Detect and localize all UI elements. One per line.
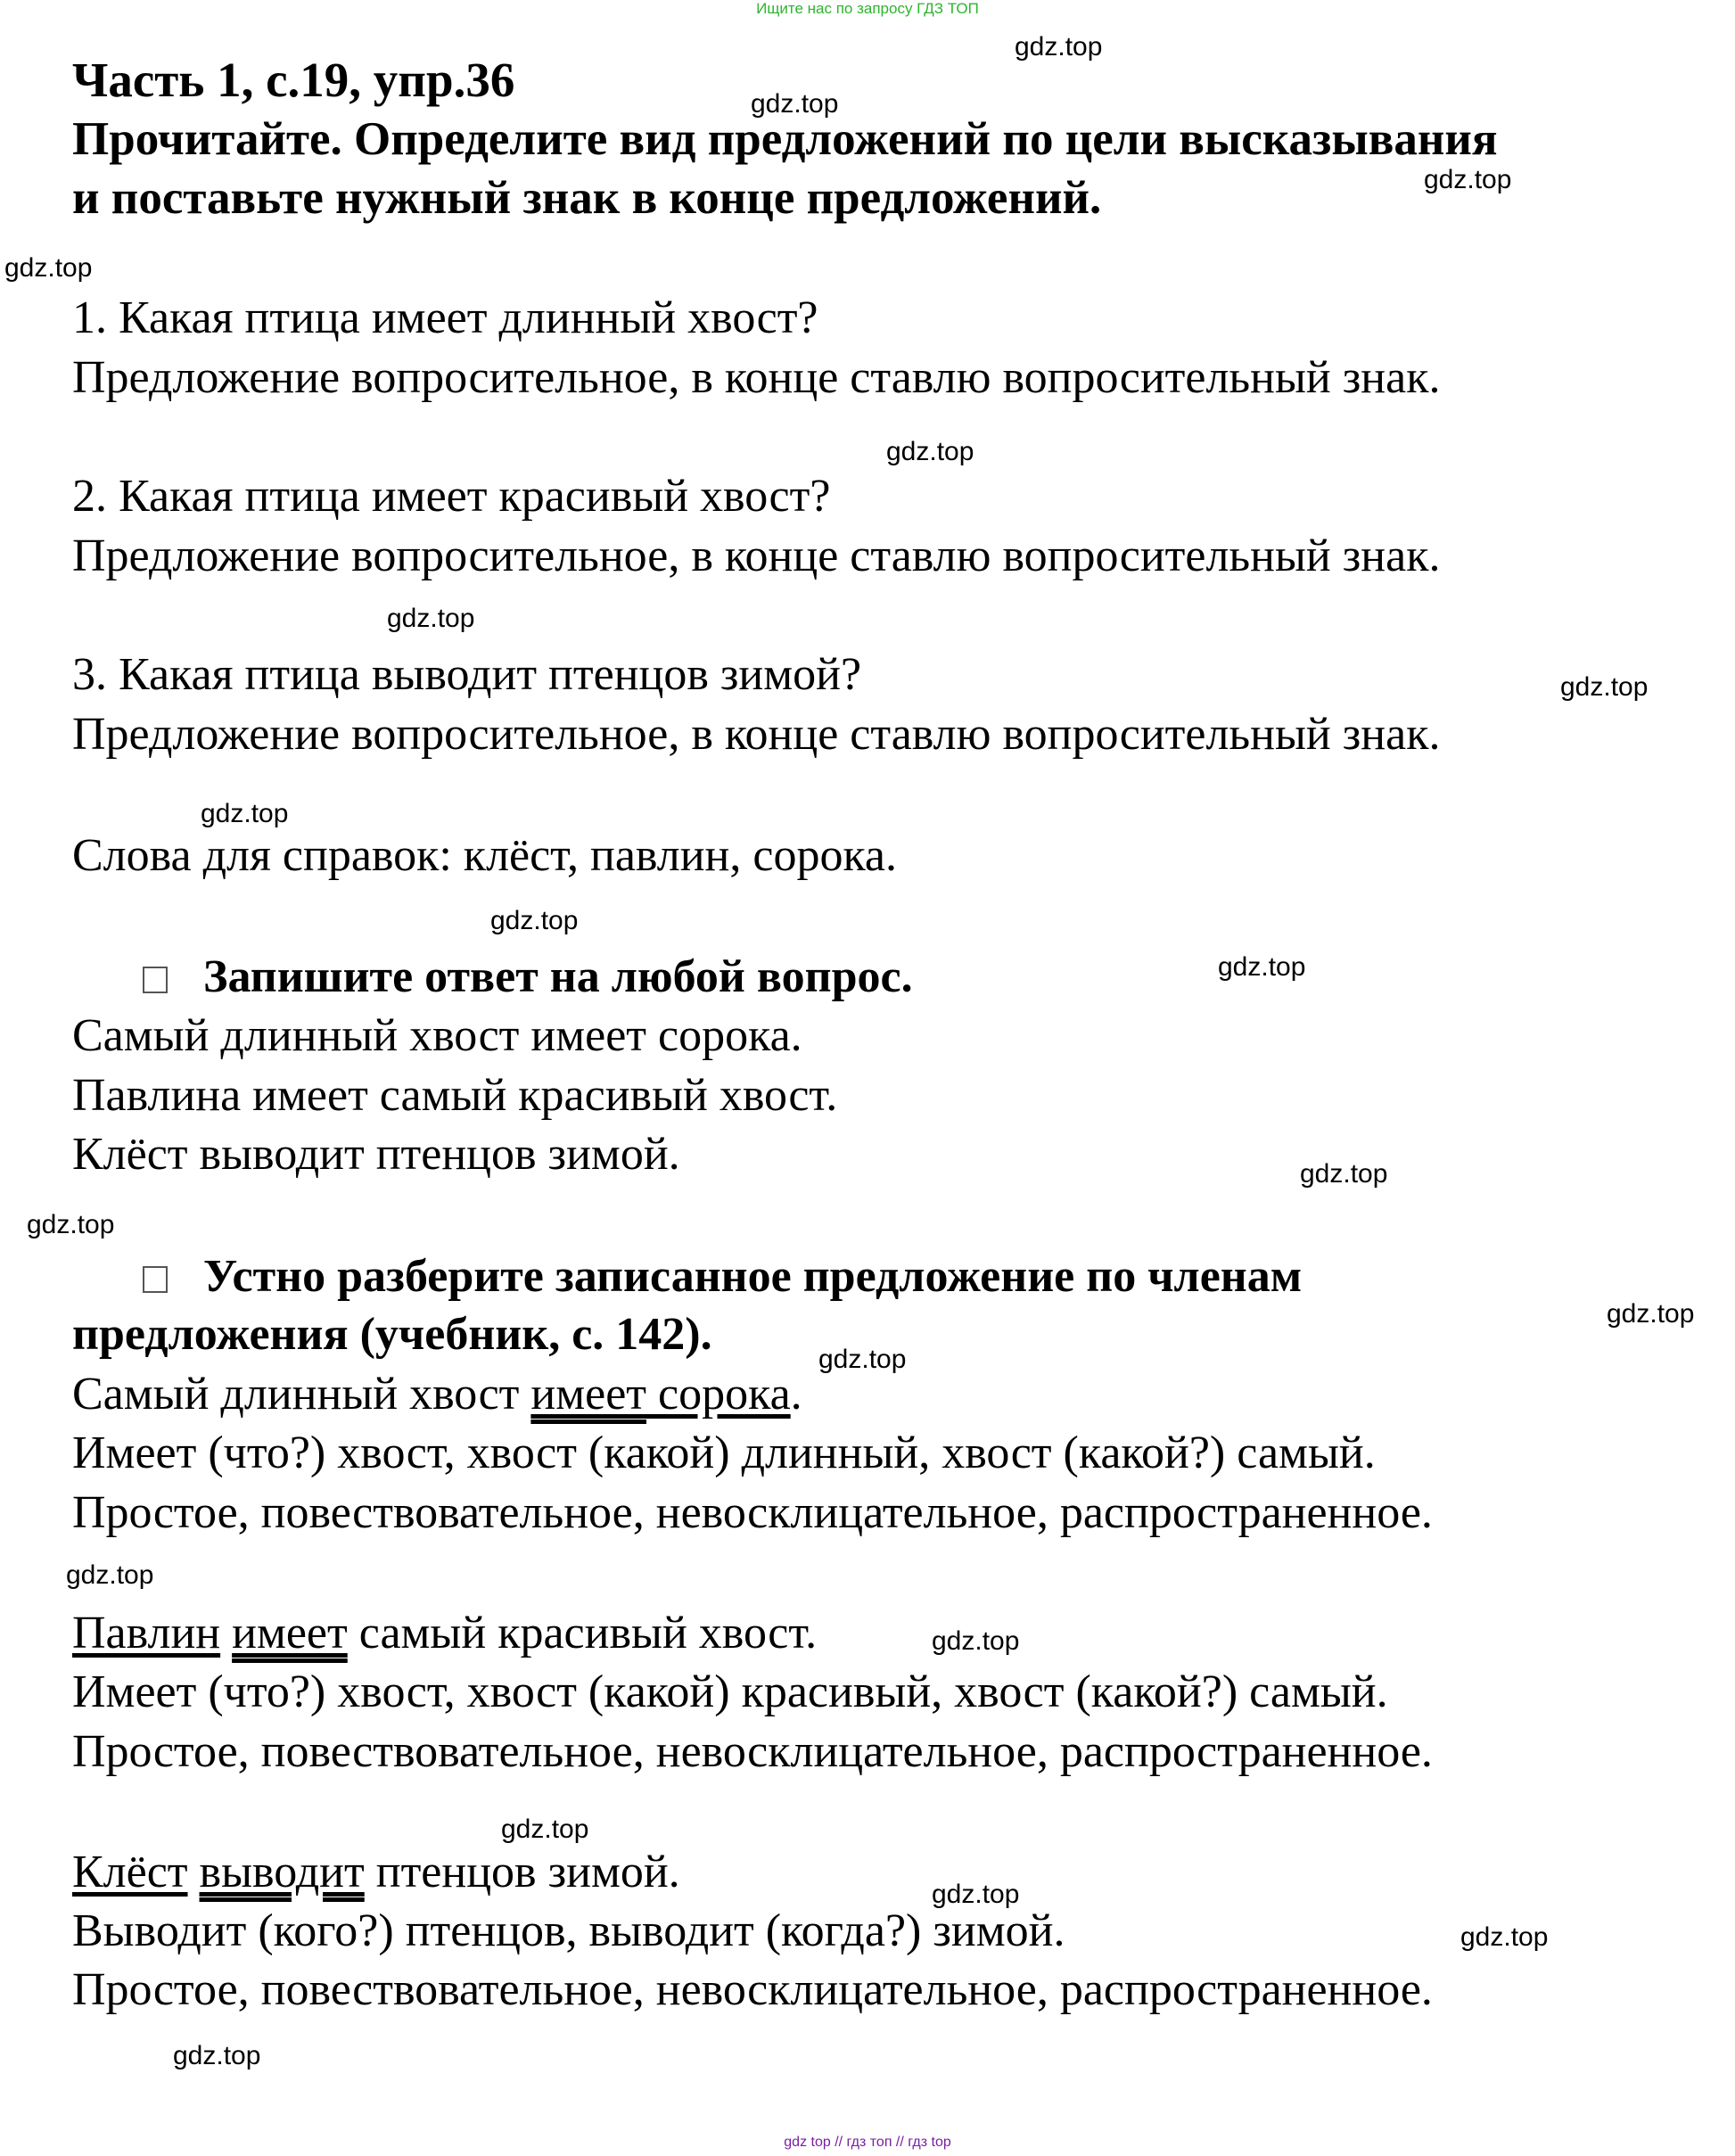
watermark: gdz.top [1460, 1922, 1549, 1952]
sentence-2-type: Простое, повествовательное, невосклицательное, распространенное. [72, 1726, 1433, 1777]
checkbox-icon [143, 967, 168, 993]
watermark: gdz.top [1607, 1299, 1695, 1329]
answer-1: Предложение вопросительное, в конце ставлю вопросительный знак. [72, 352, 1441, 403]
task2-answer-1: Самый длинный хвост имеет сорока. [72, 1010, 802, 1061]
sentence-1-post: . [790, 1369, 802, 1420]
watermark: gdz.top [751, 89, 839, 119]
watermark: gdz.top [932, 1880, 1020, 1909]
sentence-2 [72, 1605, 817, 1662]
watermark: gdz.top [1424, 165, 1512, 194]
watermark: gdz.top [818, 1345, 907, 1374]
watermark: gdz.top [501, 1814, 589, 1844]
watermark: gdz.top [932, 1626, 1020, 1656]
sentence-2-post: самый красивый хвост. [347, 1608, 818, 1658]
task2-heading [143, 949, 913, 1006]
sentence-3-post: птенцов зимой. [364, 1847, 680, 1897]
task3-heading-line-2: предложения (учебник, с. 142). [72, 1309, 712, 1360]
task3-heading-text: Устно разберите записанное предложение по членам [203, 1251, 1303, 1302]
task-instruction-line-1: Прочитайте. Определите вид предложений по цели высказывания [72, 113, 1498, 165]
answer-2: Предложение вопросительное, в конце ставлю вопросительный знак. [72, 531, 1441, 581]
page-title: Часть 1, с.19, упр.36 [72, 53, 515, 107]
sentence-2-predicate: имеет [232, 1608, 348, 1658]
sentence-1-predicate: имеет [530, 1369, 647, 1420]
footer-banner: gdz top // гдз топ // гдз top [784, 2135, 951, 2150]
watermark: gdz.top [387, 604, 475, 633]
answer-3: Предложение вопросительное, в конце ставлю вопросительный знак. [72, 709, 1441, 760]
task2-answer-2: Павлина имеет самый красивый хвост. [72, 1070, 838, 1121]
task2-heading-text: Запишите ответ на любой вопрос. [203, 951, 913, 1002]
sentence-1-pre: Самый длинный хвост [72, 1369, 531, 1420]
watermark: gdz.top [886, 437, 974, 466]
watermark: gdz.top [1300, 1159, 1388, 1189]
watermark: gdz.top [1015, 32, 1103, 62]
question-2: 2. Какая птица имеет красивый хвост? [72, 471, 831, 522]
watermark: gdz.top [490, 906, 579, 935]
watermark: gdz.top [4, 253, 93, 283]
sentence-3-subject: Клёст [72, 1847, 188, 1897]
sentence-1-subject: сорока [646, 1369, 791, 1420]
watermark: gdz.top [27, 1210, 115, 1239]
reference-words: Слова для справок: клёст, павлин, сорока. [72, 830, 898, 881]
watermark: gdz.top [66, 1560, 154, 1590]
task2-answer-3: Клёст выводит птенцов зимой. [72, 1129, 680, 1180]
sentence-2-analysis: Имеет (что?) хвост, хвост (какой) красивый, хвост (какой?) самый. [72, 1666, 1388, 1717]
checkbox-icon [143, 1266, 168, 1293]
task3-heading-line-1 [143, 1248, 1302, 1305]
watermark: gdz.top [173, 2041, 261, 2070]
sentence-1-type: Простое, повествовательное, невосклицательное, распространенное. [72, 1487, 1433, 1538]
task-instruction-line-2: и поставьте нужный знак в конце предложений. [72, 172, 1102, 224]
watermark: gdz.top [201, 799, 289, 828]
watermark: gdz.top [1560, 672, 1649, 702]
sentence-3-type: Простое, повествовательное, невосклицательное, распространенное. [72, 1964, 1433, 2015]
sentence-3-analysis: Выводит (кого?) птенцов, выводит (когда?) зимой. [72, 1905, 1065, 1956]
question-3: 3. Какая птица выводит птенцов зимой? [72, 649, 862, 700]
sentence-1-analysis: Имеет (что?) хвост, хвост (какой) длинный, хвост (какой?) самый. [72, 1428, 1376, 1478]
question-1: 1. Какая птица имеет длинный хвост? [72, 292, 818, 343]
sentence-3-predicate: выводит [199, 1847, 365, 1897]
search-hint-banner: Ищите нас по запросу ГДЗ ТОП [756, 0, 979, 17]
sentence-1 [72, 1366, 802, 1423]
watermark: gdz.top [1218, 952, 1306, 982]
sentence-2-subject: Павлин [72, 1608, 221, 1658]
sentence-3 [72, 1844, 680, 1901]
